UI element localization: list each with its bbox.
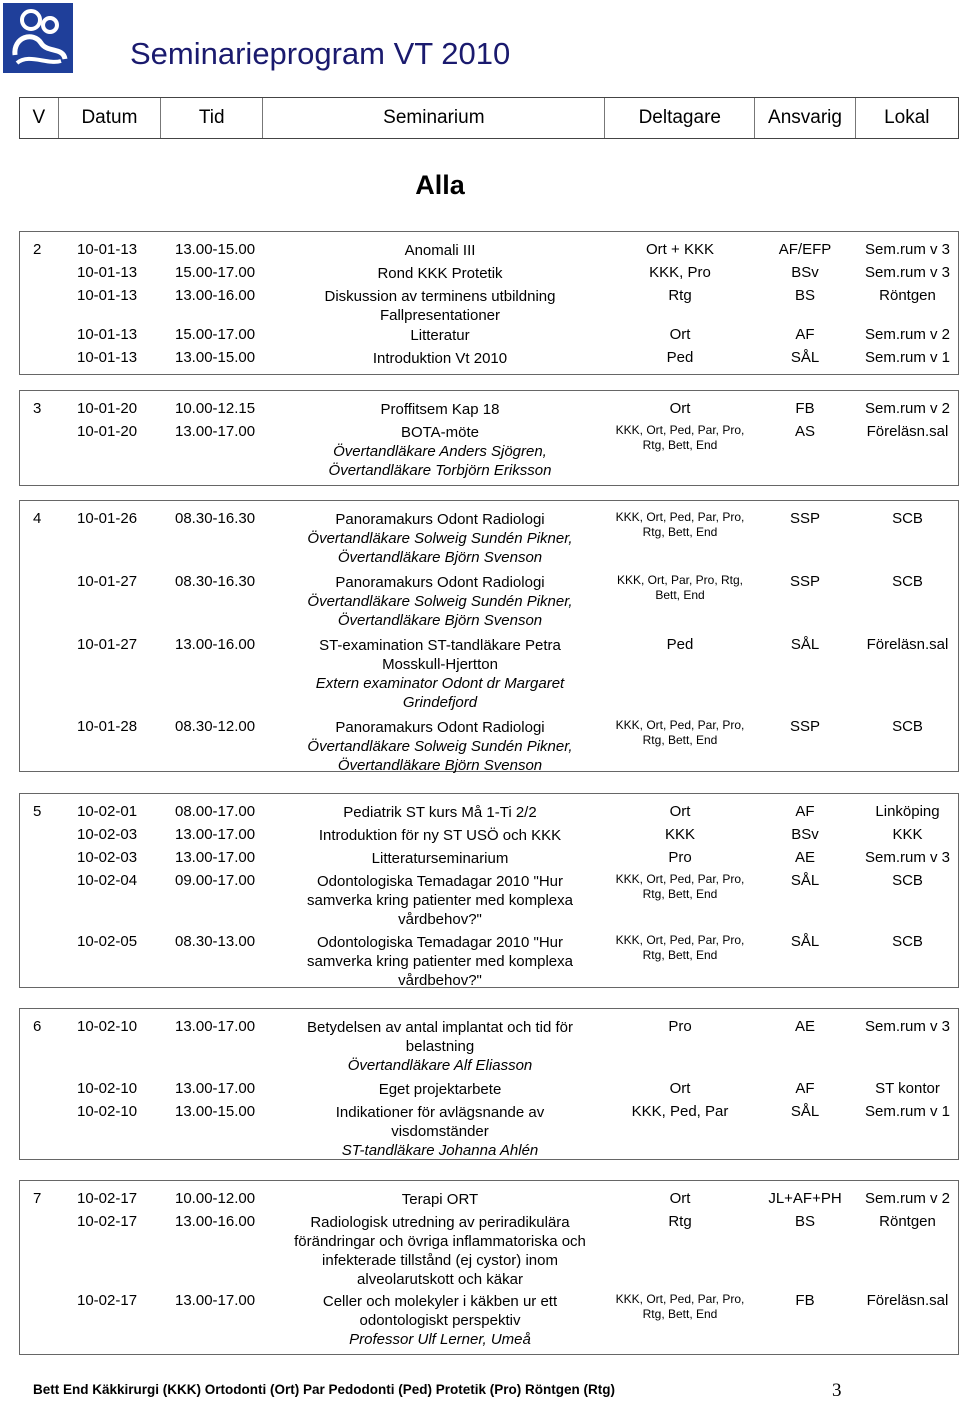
speaker-line: ST-tandläkare Johanna Ahlén <box>341 1142 539 1159</box>
speaker-line: Grindefjord <box>402 694 478 711</box>
seminar-line: Radiologisk utredning av periradikulära <box>310 1214 570 1231</box>
participants-line: Rtg, Bett, End <box>642 438 718 452</box>
participants-cell: KKK, Pro <box>649 264 711 281</box>
participants-cell <box>600 423 760 453</box>
location-cell: ST kontor <box>875 1080 940 1097</box>
seminar-cell <box>275 872 605 929</box>
speaker-line: Övertandläkare Björn Svenson <box>337 549 543 566</box>
speaker-line: Övertandläkare Torbjörn Eriksson <box>328 462 552 479</box>
week-block <box>19 231 959 375</box>
seminar-line: Eget projektarbete <box>378 1081 502 1098</box>
seminar-line: Anomali III <box>404 242 476 259</box>
time-cell: 15.00-17.00 <box>175 326 256 343</box>
speaker-line: Övertandläkare Alf Eliasson <box>347 1057 533 1074</box>
participants-cell: Rtg <box>668 287 692 304</box>
seminar-cell <box>275 1213 605 1289</box>
date-cell: 10-01-20 <box>77 400 138 417</box>
participants-line: Rtg, Bett, End <box>642 733 718 747</box>
participants-cell: Ort <box>669 803 691 820</box>
participants-cell <box>600 573 760 603</box>
week-number: 2 <box>33 241 42 258</box>
responsible-cell: FB <box>795 1292 815 1309</box>
date-cell: 10-02-04 <box>77 872 138 889</box>
responsible-cell: SÅL <box>790 636 820 653</box>
seminar-cell <box>275 1292 605 1349</box>
responsible-cell: FB <box>795 400 815 417</box>
date-cell: 10-01-13 <box>77 264 138 281</box>
location-cell: SCB <box>892 573 923 590</box>
header-participants: Deltagare <box>605 98 755 138</box>
date-cell: 10-02-17 <box>77 1190 138 1207</box>
header-date: Datum <box>59 98 161 138</box>
seminar-line: vårdbehov?" <box>398 911 482 928</box>
participants-line: KKK, Ort, Ped, Par, Pro, <box>615 872 745 886</box>
participants-cell: Ort <box>669 1190 691 1207</box>
participants-cell: KKK <box>664 826 695 843</box>
table-header <box>19 97 959 139</box>
legend-footer: Bett End Käkkirurgi (KKK) Ortodonti (Ort) Par Pedodonti (Ped) Protetik (Pro) Röntgen (Rtg) <box>33 1382 615 1397</box>
date-cell: 10-02-10 <box>77 1103 138 1120</box>
date-cell: 10-02-05 <box>77 933 138 950</box>
participants-line: Rtg, Bett, End <box>642 1307 718 1321</box>
seminar-line: Odontologiska Temadagar 2010 "Hur <box>316 873 564 890</box>
speaker-line: Övertandläkare Björn Svenson <box>337 757 543 774</box>
time-cell: 13.00-15.00 <box>175 1103 256 1120</box>
time-cell: 08.30-13.00 <box>175 933 256 950</box>
participants-line: Rtg, Bett, End <box>642 948 718 962</box>
date-cell: 10-02-17 <box>77 1213 138 1230</box>
location-cell: Sem.rum v 2 <box>864 326 951 343</box>
week-number: 5 <box>33 803 42 820</box>
location-cell: KKK <box>892 826 923 843</box>
time-cell: 10.00-12.15 <box>175 400 256 417</box>
participants-cell <box>600 718 760 748</box>
seminar-line: Proffitsem Kap 18 <box>380 401 500 418</box>
responsible-cell: AE <box>794 849 815 866</box>
location-cell: SCB <box>892 510 923 527</box>
time-cell: 15.00-17.00 <box>175 264 256 281</box>
seminar-line: alveolarutskott och käkar <box>357 1271 523 1288</box>
seminar-line: samverka kring patienter med komplexa <box>307 892 573 909</box>
seminar-line: Pediatrik ST kurs Må 1-Ti 2/2 <box>343 804 537 821</box>
location-cell: SCB <box>892 872 923 889</box>
seminar-line: Terapi ORT <box>401 1191 479 1208</box>
responsible-cell: JL+AF+PH <box>768 1190 842 1207</box>
participants-line: Rtg, Bett, End <box>642 887 718 901</box>
time-cell: 13.00-17.00 <box>175 826 256 843</box>
participants-line: KKK, Ort, Ped, Par, Pro, <box>615 718 745 732</box>
participants-cell: Ped <box>666 349 694 366</box>
seminar-cell <box>275 264 605 283</box>
participants-cell: Pro <box>668 849 692 866</box>
time-cell: 13.00-17.00 <box>175 1018 256 1035</box>
location-cell: Sem.rum v 3 <box>864 241 951 258</box>
seminar-line: Panoramakurs Odont Radiologi <box>335 719 545 736</box>
date-cell: 10-01-27 <box>77 573 138 590</box>
seminar-cell <box>275 326 605 345</box>
seminar-cell <box>275 241 605 260</box>
participants-cell <box>600 1292 760 1322</box>
week-block <box>19 1008 959 1160</box>
seminar-cell <box>275 803 605 822</box>
participants-cell: Ort <box>669 400 691 417</box>
time-cell: 13.00-17.00 <box>175 423 256 440</box>
participants-cell <box>600 510 760 540</box>
header-time: Tid <box>161 98 263 138</box>
date-cell: 10-01-26 <box>77 510 138 527</box>
participants-line: KKK, Ort, Ped, Par, Pro, <box>615 423 745 437</box>
header-seminar: Seminarium <box>263 98 605 138</box>
header-week: V <box>20 98 59 138</box>
week-block <box>19 390 959 486</box>
location-cell: SCB <box>892 933 923 950</box>
participants-cell: Rtg <box>668 1213 692 1230</box>
seminar-cell <box>275 1018 605 1075</box>
seminar-cell <box>275 400 605 419</box>
time-cell: 13.00-16.00 <box>175 1213 256 1230</box>
location-cell: Föreläsn.sal <box>866 1292 949 1309</box>
speaker-line: Övertandläkare Solweig Sundén Pikner, <box>307 530 573 547</box>
participants-cell: Ort + KKK <box>646 241 714 258</box>
date-cell: 10-01-27 <box>77 636 138 653</box>
participants-cell: Ped <box>666 636 694 653</box>
time-cell: 13.00-15.00 <box>175 349 256 366</box>
seminar-line: Litteraturseminarium <box>371 850 509 867</box>
seminar-line: Litteratur <box>410 327 470 344</box>
seminar-line: Indikationer för avlägsnande av <box>335 1104 545 1121</box>
seminar-cell <box>275 1080 605 1099</box>
speaker-line: Övertandläkare Björn Svenson <box>337 612 543 629</box>
seminar-cell <box>275 287 605 325</box>
section-title: Alla <box>415 170 465 200</box>
responsible-cell: SÅL <box>790 933 820 950</box>
date-cell: 10-01-13 <box>77 241 138 258</box>
date-cell: 10-02-17 <box>77 1292 138 1309</box>
participants-line: KKK, Ort, Ped, Par, Pro, <box>615 510 745 524</box>
week-block <box>19 500 959 772</box>
speaker-line: Övertandläkare Solweig Sundén Pikner, <box>307 593 573 610</box>
location-cell: SCB <box>892 718 923 735</box>
responsible-cell: AF <box>795 803 815 820</box>
participants-line: Rtg, Bett, End <box>642 525 718 539</box>
header-responsible: Ansvarig <box>755 98 855 138</box>
seminar-line: Mosskull-Hjertton <box>382 656 498 673</box>
seminar-cell <box>275 849 605 868</box>
responsible-cell: BS <box>794 287 815 304</box>
responsible-cell: BSv <box>791 264 819 281</box>
participants-cell: Ort <box>669 326 691 343</box>
date-cell: 10-01-13 <box>77 326 138 343</box>
date-cell: 10-01-28 <box>77 718 138 735</box>
time-cell: 13.00-15.00 <box>175 241 256 258</box>
week-number: 3 <box>33 400 42 417</box>
seminar-line: belastning <box>405 1038 475 1055</box>
responsible-cell: AS <box>794 423 815 440</box>
date-cell: 10-02-10 <box>77 1018 138 1035</box>
seminar-line: BOTA-möte <box>400 424 480 441</box>
participants-cell <box>600 872 760 902</box>
responsible-cell: SSP <box>789 718 820 735</box>
seminar-cell <box>275 718 605 775</box>
responsible-cell: SSP <box>789 510 820 527</box>
seminar-cell <box>275 349 605 368</box>
seminar-cell <box>275 636 605 712</box>
responsible-cell: AE <box>794 1018 815 1035</box>
seminar-line: förändringar och övriga inflammatoriska och <box>294 1233 586 1250</box>
seminar-line: vårdbehov?" <box>398 972 482 989</box>
participants-line: KKK, Ort, Ped, Par, Pro, <box>615 933 745 947</box>
header-location: Lokal <box>884 107 930 128</box>
time-cell: 08.30-16.30 <box>175 573 256 590</box>
seminar-line: odontologiskt perspektiv <box>359 1312 521 1329</box>
participants-line: KKK, Ort, Ped, Par, Pro, <box>615 1292 745 1306</box>
seminar-line: Celler och molekyler i käkben ur ett <box>322 1293 558 1310</box>
seminar-line: Introduktion Vt 2010 <box>372 350 508 367</box>
seminar-line: samverka kring patienter med komplexa <box>307 953 573 970</box>
location-cell: Sem.rum v 2 <box>864 1190 951 1207</box>
location-cell: Sem.rum v 3 <box>864 1018 951 1035</box>
responsible-cell: AF <box>795 1080 815 1097</box>
date-cell: 10-02-01 <box>77 803 138 820</box>
page-title: Seminarieprogram VT 2010 <box>130 36 511 71</box>
time-cell: 08.30-12.00 <box>175 718 256 735</box>
time-cell: 10.00-12.00 <box>175 1190 256 1207</box>
seminar-line: visdomständer <box>391 1123 489 1140</box>
week-number: 4 <box>33 510 42 527</box>
seminar-cell <box>275 1103 605 1160</box>
date-cell: 10-02-03 <box>77 826 138 843</box>
date-cell: 10-01-13 <box>77 287 138 304</box>
speaker-line: Extern examinator Odont dr Margaret <box>315 675 565 692</box>
time-cell: 13.00-17.00 <box>175 849 256 866</box>
location-cell: Sem.rum v 3 <box>864 849 951 866</box>
seminar-cell <box>275 423 605 480</box>
date-cell: 10-01-20 <box>77 423 138 440</box>
responsible-cell: AF <box>795 326 815 343</box>
time-cell: 13.00-17.00 <box>175 1080 256 1097</box>
speaker-line: Övertandläkare Anders Sjögren, <box>333 443 547 460</box>
seminar-line: infekterade tillstånd (ej cystor) inom <box>322 1252 558 1269</box>
speaker-line: Övertandläkare Solweig Sundén Pikner, <box>307 738 573 755</box>
seminar-line: ST-examination ST-tandläkare Petra <box>319 637 561 654</box>
participants-cell: KKK, Ped, Par <box>631 1103 729 1120</box>
seminar-line: Introduktion för ny ST USÖ och KKK <box>318 827 562 844</box>
seminar-cell <box>275 826 605 845</box>
participants-cell <box>600 933 760 963</box>
location-cell: Linköping <box>875 803 940 820</box>
time-cell: 13.00-16.00 <box>175 636 256 653</box>
seminar-line: Panoramakurs Odont Radiologi <box>335 574 545 591</box>
time-cell: 09.00-17.00 <box>175 872 256 889</box>
participants-cell: Pro <box>668 1018 692 1035</box>
responsible-cell: SÅL <box>790 349 820 366</box>
time-cell: 08.30-16.30 <box>175 510 256 527</box>
page-number: 3 <box>832 1380 842 1401</box>
participants-line: KKK, Ort, Par, Pro, Rtg, <box>616 573 744 587</box>
location-cell: Sem.rum v 1 <box>864 1103 951 1120</box>
responsible-cell: SSP <box>789 573 820 590</box>
responsible-cell: SÅL <box>790 1103 820 1120</box>
time-cell: 08.00-17.00 <box>175 803 256 820</box>
location-cell: Sem.rum v 2 <box>864 400 951 417</box>
seminar-cell <box>275 510 605 567</box>
seminar-line: Rond KKK Protetik <box>377 265 503 282</box>
participants-line: Bett, End <box>655 588 705 602</box>
seminar-line: Panoramakurs Odont Radiologi <box>335 511 545 528</box>
seminar-line: Fallpresentationer <box>379 307 501 324</box>
seminar-line: Diskussion av terminens utbildning <box>324 288 556 305</box>
seminar-cell <box>275 573 605 630</box>
date-cell: 10-02-10 <box>77 1080 138 1097</box>
location-cell: Föreläsn.sal <box>866 636 949 653</box>
seminar-line: Odontologiska Temadagar 2010 "Hur <box>316 934 564 951</box>
time-cell: 13.00-16.00 <box>175 287 256 304</box>
location-cell: Röntgen <box>879 1213 936 1230</box>
date-cell: 10-02-03 <box>77 849 138 866</box>
responsible-cell: SÅL <box>790 872 820 889</box>
time-cell: 13.00-17.00 <box>175 1292 256 1309</box>
location-cell: Sem.rum v 3 <box>864 264 951 281</box>
week-block <box>19 793 959 988</box>
location-cell: Föreläsn.sal <box>866 423 949 440</box>
location-cell: Röntgen <box>879 287 936 304</box>
week-block <box>19 1180 959 1355</box>
speaker-line: Professor Ulf Lerner, Umeå <box>349 1331 531 1348</box>
seminar-cell <box>275 1190 605 1209</box>
date-cell: 10-01-13 <box>77 349 138 366</box>
location-cell: Sem.rum v 1 <box>864 349 951 366</box>
responsible-cell: BSv <box>791 826 819 843</box>
participants-cell: Ort <box>669 1080 691 1097</box>
seminar-line: Betydelsen av antal implantat och tid för <box>307 1019 573 1036</box>
responsible-cell: BS <box>794 1213 815 1230</box>
logo-icon <box>3 3 73 73</box>
responsible-cell: AF/EFP <box>778 241 832 258</box>
week-number: 6 <box>33 1018 42 1035</box>
seminar-cell <box>275 933 605 990</box>
week-number: 7 <box>33 1190 42 1207</box>
